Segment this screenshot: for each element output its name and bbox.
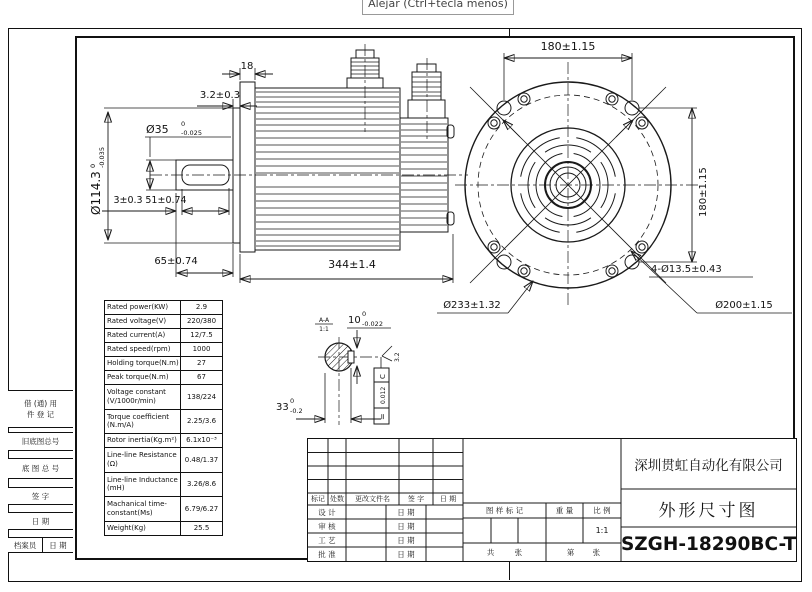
dim-key-length: 51±0.74 bbox=[145, 195, 187, 206]
svg-text:-0.022: -0.022 bbox=[362, 320, 383, 328]
dim-flange-width: 18 bbox=[240, 61, 254, 72]
table-row bbox=[105, 315, 223, 329]
table-row bbox=[105, 409, 223, 434]
dim-body-length: 344±1.4 bbox=[328, 258, 376, 271]
sign-row-approve: 批 准 bbox=[318, 549, 336, 559]
rev-header-mark: 标记 bbox=[311, 495, 325, 503]
svg-text:0: 0 bbox=[290, 397, 295, 405]
sign-row-design: 设 计 bbox=[318, 507, 336, 517]
spec-label: Rated power(KW) bbox=[105, 301, 181, 315]
tolerance-frame bbox=[374, 357, 389, 424]
table-row bbox=[105, 357, 223, 371]
rev-header-count: 处数 bbox=[330, 495, 344, 503]
borrow-register-cell: 借 (通) 用 件 登 记 bbox=[8, 390, 73, 428]
tolerance-symbol: = bbox=[378, 413, 387, 420]
sign-row-check-date: 日 期 bbox=[397, 521, 415, 531]
spec-label: Voltage constant (V/1000r/min) bbox=[105, 385, 181, 410]
spec-label: Rated voltage(V) bbox=[105, 315, 181, 329]
signature-cell: 签 字 bbox=[8, 487, 73, 505]
shaft-section-view bbox=[276, 310, 401, 425]
table-row bbox=[105, 329, 223, 343]
dim-key-width bbox=[347, 310, 391, 384]
table-row bbox=[105, 371, 223, 385]
rev-header-file: 更改文件名 bbox=[355, 495, 390, 503]
title-block bbox=[307, 438, 797, 562]
table-row bbox=[105, 385, 223, 410]
part-number: SZGH-18290BC-T bbox=[620, 533, 797, 555]
motor-spec-table bbox=[104, 300, 223, 536]
svg-text:-0.035: -0.035 bbox=[98, 147, 106, 168]
spec-label: Holding torque(N.m) bbox=[105, 357, 181, 371]
scale-value: 1:1 bbox=[595, 526, 609, 535]
spec-value: 1000 bbox=[181, 343, 223, 357]
spec-value: 2.9 bbox=[181, 301, 223, 315]
ke-yway-section bbox=[348, 351, 354, 363]
encoder-connector bbox=[408, 58, 445, 140]
dim-pilot-dia: Ø200±1.15 bbox=[715, 300, 773, 311]
tooltip-text: Alejar (Ctrl+tecla menos) bbox=[368, 0, 508, 10]
sign-row-process: 工 艺 bbox=[318, 535, 336, 545]
spec-label: Weight(Kg) bbox=[105, 521, 181, 535]
sign-row-approve-date: 日 期 bbox=[397, 549, 415, 559]
spec-value: 0.48/1.37 bbox=[181, 448, 223, 473]
table-row bbox=[105, 343, 223, 357]
dim-key-offset: 3±0.3 bbox=[113, 195, 143, 206]
archivist-label: 档案员 bbox=[8, 538, 43, 552]
sign-row-design-date: 日 期 bbox=[397, 507, 415, 517]
spec-value: 27 bbox=[181, 357, 223, 371]
motor-body bbox=[255, 88, 400, 250]
zoom-out-tooltip bbox=[362, 0, 514, 15]
svg-text:0: 0 bbox=[362, 310, 367, 318]
archivist-date-label: 日 期 bbox=[49, 540, 67, 550]
spec-value: 25.5 bbox=[181, 521, 223, 535]
dim-spigot-step: 3.2±0.3 bbox=[199, 90, 241, 101]
table-row bbox=[105, 448, 223, 473]
company-name: 深圳贯虹自动化有限公司 bbox=[634, 458, 783, 474]
dim-shaft-length: 65±0.74 bbox=[154, 256, 198, 267]
svg-text:10: 10 bbox=[348, 315, 361, 326]
spec-label: Rated speed(rpm) bbox=[105, 343, 181, 357]
spec-value: 138/224 bbox=[181, 385, 223, 410]
mark-label: 图 样 标 记 bbox=[485, 506, 524, 515]
rev-header-sign: 签 字 bbox=[407, 495, 425, 503]
scale-label: 比 例 bbox=[593, 506, 611, 515]
section-scale: 1:1 bbox=[319, 326, 329, 333]
spec-value: 67 bbox=[181, 371, 223, 385]
table-row bbox=[105, 301, 223, 315]
rev-header-date: 日 期 bbox=[439, 495, 457, 503]
svg-text:Ø114.3: Ø114.3 bbox=[89, 171, 103, 215]
flange bbox=[240, 82, 255, 252]
roughness-symbol bbox=[382, 346, 401, 362]
spec-label: Torque coefficient (N.m/A) bbox=[105, 409, 181, 434]
old-base-no-cell: 旧底图总号 bbox=[8, 432, 73, 451]
spec-value: 3.26/8.6 bbox=[181, 472, 223, 497]
tolerance-datum: C bbox=[379, 374, 387, 379]
table-row bbox=[105, 497, 223, 522]
date-cell: 日 期 bbox=[8, 512, 73, 530]
weight-label: 重 量 bbox=[555, 506, 574, 515]
section-label: A-A bbox=[318, 317, 330, 324]
spec-value: 12/7.5 bbox=[181, 329, 223, 343]
spec-value: 220/380 bbox=[181, 315, 223, 329]
archivist-cell bbox=[8, 537, 73, 553]
sheets-total: 共 张 bbox=[486, 547, 523, 557]
table-row bbox=[105, 472, 223, 497]
bottom-center-tick bbox=[509, 560, 510, 580]
spec-label: Line-line Inductance (mH) bbox=[105, 472, 181, 497]
spec-label: Rated current(A) bbox=[105, 329, 181, 343]
svg-text:Ø35: Ø35 bbox=[146, 123, 169, 136]
body-fins bbox=[256, 92, 399, 246]
svg-text:33: 33 bbox=[276, 402, 289, 413]
sign-row-check: 审 核 bbox=[318, 521, 336, 531]
dim-bolt-spacing-v: 180±1.15 bbox=[698, 167, 709, 217]
spec-label: Machanical time-constant(Ms) bbox=[105, 497, 181, 522]
top-center-tick bbox=[509, 28, 510, 36]
base-no-cell: 底 图 总 号 bbox=[8, 458, 73, 479]
dim-key-height bbox=[276, 368, 381, 423]
drawing-title: 外形尺寸图 bbox=[658, 500, 759, 521]
svg-text:-0.2: -0.2 bbox=[290, 407, 303, 415]
dim-outer-dia: Ø233±1.32 bbox=[443, 300, 501, 311]
spec-value: 6.79/6.27 bbox=[181, 497, 223, 522]
table-row bbox=[105, 434, 223, 448]
dim-shaft-dia bbox=[145, 120, 231, 190]
motor-front-view bbox=[437, 40, 792, 313]
spec-label: Peak torque(N.m) bbox=[105, 371, 181, 385]
spec-value: 6.1x10⁻³ bbox=[181, 434, 223, 448]
svg-text:-0.025: -0.025 bbox=[181, 129, 202, 137]
encoder-fins bbox=[401, 124, 447, 225]
spigot-boss bbox=[233, 108, 240, 243]
sign-row-process-date: 日 期 bbox=[397, 535, 415, 545]
left-margin-strip bbox=[8, 28, 75, 582]
svg-text:0: 0 bbox=[89, 163, 97, 168]
table-row bbox=[105, 521, 223, 535]
sheet-number: 第 张 bbox=[566, 547, 601, 557]
spec-label: Line-line Resistance (Ω) bbox=[105, 448, 181, 473]
motor-side-view bbox=[89, 44, 468, 283]
roughness-value: 3.2 bbox=[394, 352, 401, 362]
spec-label: Rotor inertia(Kg.m²) bbox=[105, 434, 181, 448]
tolerance-value: 0.012 bbox=[380, 386, 387, 404]
dim-bolt-spacing-h: 180±1.15 bbox=[540, 40, 596, 53]
svg-text:0: 0 bbox=[181, 120, 186, 128]
spec-value: 2.25/3.6 bbox=[181, 409, 223, 434]
dim-bolt-holes: 4-Ø13.5±0.43 bbox=[651, 264, 722, 275]
